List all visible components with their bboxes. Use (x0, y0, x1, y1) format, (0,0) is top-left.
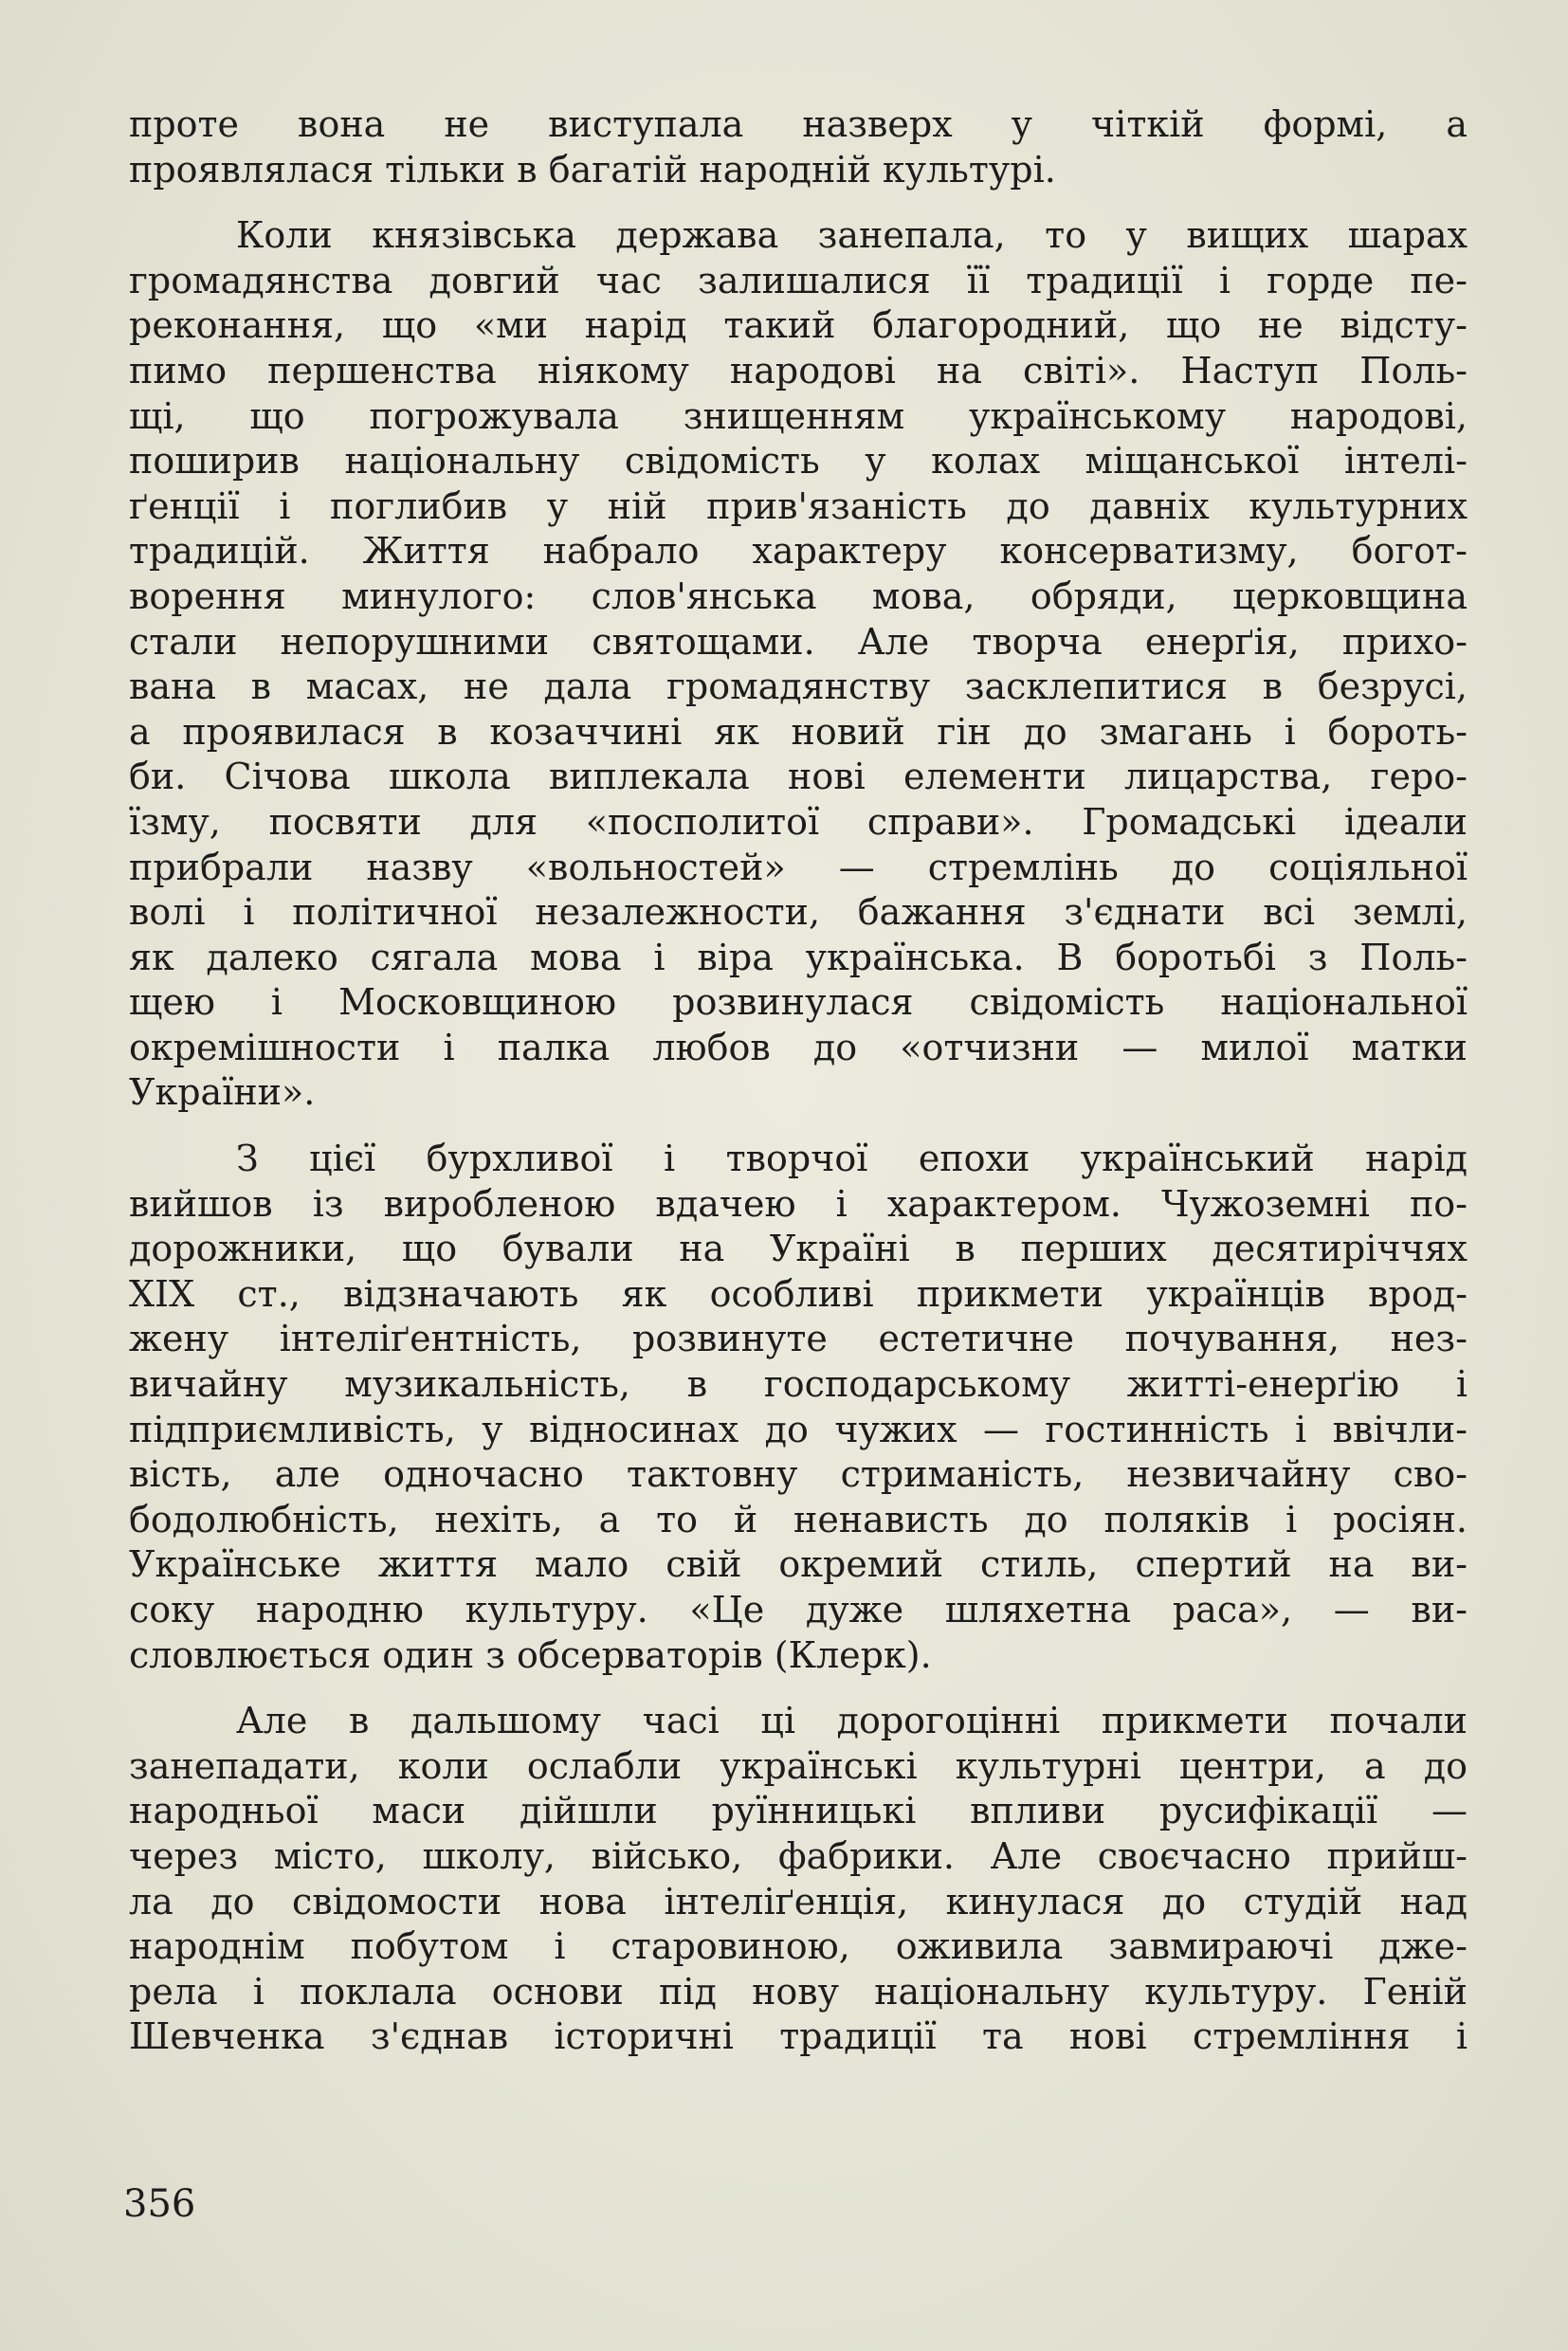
text-line: щею і Московщиною розвинулася свідомість національної (129, 981, 1468, 1024)
text-line: занепадати, коли ослабли українські культурні центри, а до (129, 1744, 1468, 1787)
text-line: громадянства довгий час залишалися її традиції і горде пе- (129, 259, 1468, 301)
text-line: підприємливість, у відносинах до чужих — гостинність і ввічли- (129, 1408, 1468, 1450)
paragraph-2 (129, 213, 1468, 1116)
text-line: поширив національну свідомість у колах міщанської інтелі- (129, 440, 1468, 483)
text-line: словлюється один з обсерваторів (Клерк). (129, 1633, 932, 1676)
text-line: Коли князівська держава занепала, то у вищих шарах (236, 214, 1468, 257)
paragraph-1 (129, 102, 1468, 192)
text-line: вийшов із виробленою вдачею і характером. Чужоземні по- (129, 1182, 1468, 1225)
text-line: як далеко сягала мова і віра українська. В боротьбі з Поль- (129, 936, 1468, 978)
text-line: волі і політичної незалежности, бажання з'єднати всі землі, (129, 891, 1468, 934)
text-line: Шевченка з'єднав історичні традиції та нові стремління і (129, 2015, 1468, 2058)
text-line: дорожники, що бували на Україні в перших десятиріччях (129, 1228, 1468, 1270)
text-line: реконання, що «ми нарід такий благородний, що не відсту- (129, 304, 1468, 347)
text-line: вичайну музикальність, в господарському житті-енерґію і (129, 1363, 1468, 1406)
page-number: 356 (123, 2182, 196, 2226)
text-line: пимо першенства ніякому народові на світі». Наступ Поль- (129, 349, 1468, 392)
body-text (129, 102, 1468, 2060)
text-line: жену інтеліґентність, розвинуте естетичне почування, нез- (129, 1318, 1468, 1360)
text-line: через місто, школу, військо, фабрики. Але своєчасно прийш- (129, 1834, 1468, 1877)
text-line: окремішности і палка любов до «отчизни — милої матки (129, 1026, 1468, 1068)
text-line: проявлялася тільки в багатій народній культурі. (129, 148, 1056, 191)
text-line: вість, але одночасно тактовну стриманість, незвичайну сво- (129, 1453, 1468, 1496)
text-line: а проявилася в козаччині як новий гін до змагань і бороть- (129, 710, 1468, 753)
text-line: України». (129, 1071, 316, 1114)
text-line: Але в дальшому часі ці дорогоцінні прикмети почали (236, 1700, 1468, 1742)
text-line: прибрали назву «вольностей» — стремлінь до соціяльної (129, 846, 1468, 888)
text-line: ла до свідомости нова інтеліґенція, кинулася до студій над (129, 1880, 1468, 1923)
text-line: народньої маси дійшли руїнницькі впливи русифікації — (129, 1790, 1468, 1832)
text-line: соку народню культуру. «Це дуже шляхетна раса», — ви- (129, 1589, 1468, 1631)
text-line: рела і поклала основи під нову національну культуру. Геній (129, 1970, 1468, 2013)
text-line: Українське життя мало свій окремий стиль, спертий на ви- (129, 1543, 1468, 1586)
text-line: З цієї бурхливої і творчої епохи український нарід (236, 1138, 1468, 1180)
text-line: ворення минулого: слов'янська мова, обряди, церковщина (129, 574, 1468, 617)
text-line: їзму, посвяти для «посполитої справи». Громадські ідеали (129, 800, 1468, 843)
text-line: ґенції і поглибив у ній прив'язаність до давніх культурних (129, 484, 1468, 527)
text-line: бодолюбність, нехіть, а то й ненависть до поляків і росіян. (129, 1498, 1468, 1540)
paragraph-4 (129, 1699, 1468, 2060)
text-line: щі, що погрожувала знищенням українському народові, (129, 394, 1468, 437)
text-line: традицій. Життя набрало характеру консерватизму, богот- (129, 530, 1468, 573)
text-line: стали непорушними святощами. Але творча енерґія, прихо- (129, 620, 1468, 663)
paragraph-3 (129, 1137, 1468, 1678)
text-line: вана в масах, не дала громадянству засклепитися в безрусі, (129, 665, 1468, 708)
text-line: XIX ст., відзначають як особливі прикмети українців врод- (129, 1272, 1468, 1315)
text-line: народнім побутом і старовиною, оживила завмираючі дже- (129, 1925, 1468, 1968)
text-line: проте вона не виступала назверх у чіткій формі, а (129, 103, 1468, 145)
text-line: би. Січова школа виплекала нові елементи лицарства, геро- (129, 756, 1468, 798)
